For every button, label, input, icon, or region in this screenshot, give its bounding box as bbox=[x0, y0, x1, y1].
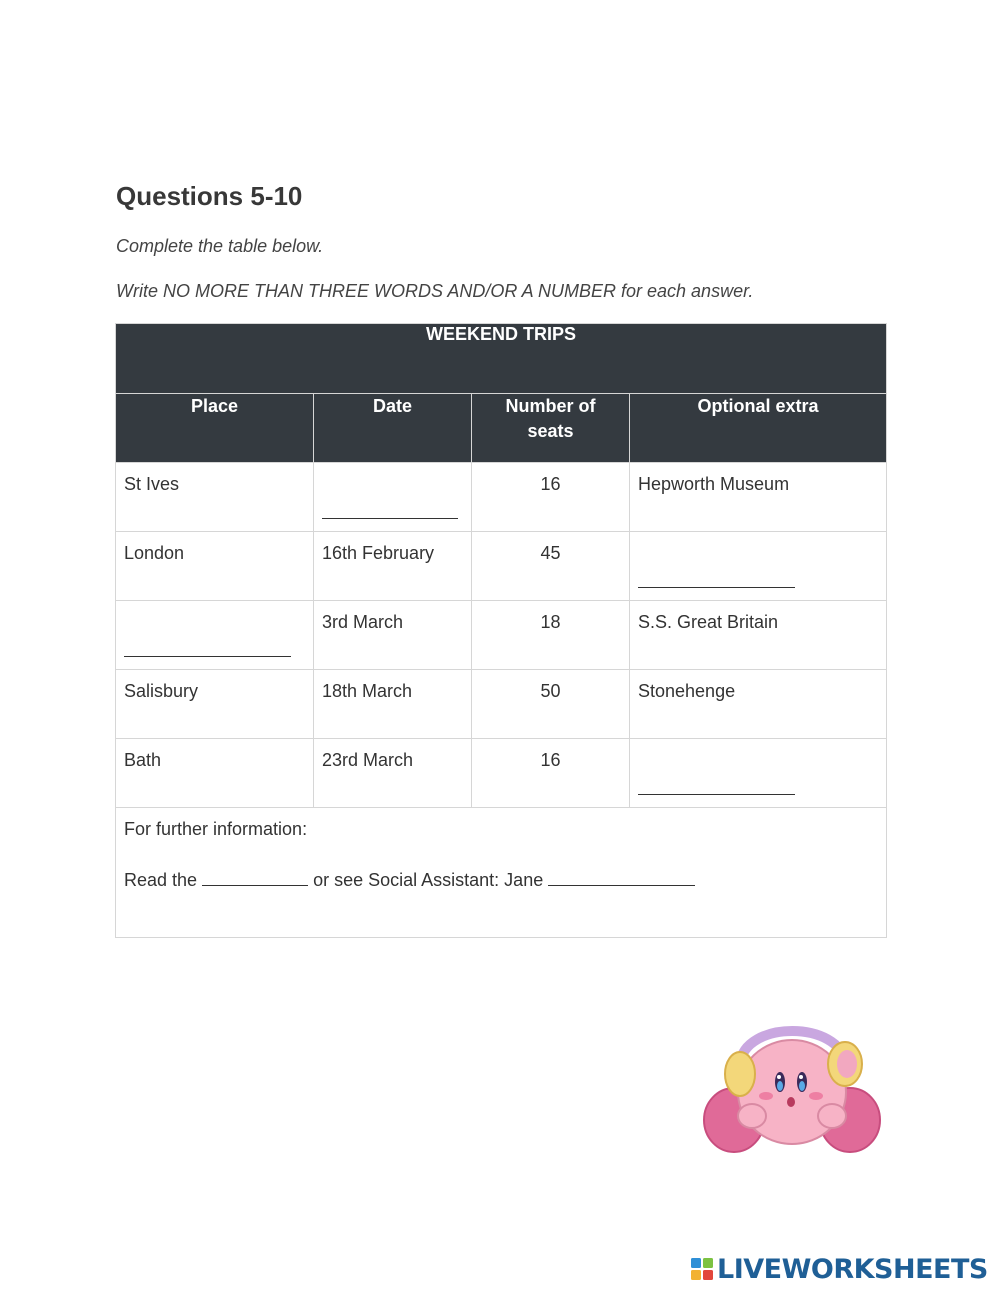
answer-blank-optional-extra[interactable] bbox=[638, 794, 795, 795]
cell-place: Bath bbox=[124, 750, 162, 770]
instruction-complete-table: Complete the table below. bbox=[116, 236, 324, 256]
answer-blank-date[interactable] bbox=[322, 518, 458, 519]
cell-seats: 50 bbox=[540, 681, 561, 701]
cell-optional-extra: Stonehenge bbox=[638, 681, 736, 701]
page-title: Questions 5-10 bbox=[116, 181, 303, 211]
answer-blank-place[interactable] bbox=[124, 656, 291, 657]
answer-blank-read[interactable] bbox=[202, 867, 308, 886]
answer-blank-optional-extra[interactable] bbox=[638, 587, 795, 588]
column-header-date: Date bbox=[314, 394, 472, 463]
cell-seats: 45 bbox=[540, 543, 561, 563]
cell-seats: 16 bbox=[540, 474, 561, 494]
answer-blank-surname[interactable] bbox=[548, 867, 695, 886]
instruction-word-limit: Write NO MORE THAN THREE WORDS AND/OR A NUMBER for each answer. bbox=[116, 281, 754, 301]
cell-optional-extra bbox=[630, 739, 886, 749]
further-information-sentence bbox=[116, 840, 886, 891]
read-the-text: Read the bbox=[124, 870, 198, 890]
cell-place: Salisbury bbox=[124, 681, 199, 701]
column-header-optional-extra: Optional extra bbox=[630, 394, 887, 463]
liveworksheets-logo-icon bbox=[691, 1258, 713, 1280]
table-row bbox=[116, 739, 887, 808]
cell-place: St Ives bbox=[124, 474, 180, 494]
kirby-headphones-mascot-icon bbox=[700, 1012, 884, 1160]
table-row bbox=[116, 532, 887, 601]
liveworksheets-wordmark: LIVEWORKSHEETS bbox=[717, 1253, 988, 1285]
table-title: WEEKEND TRIPS bbox=[116, 324, 887, 394]
cell-date: 23rd March bbox=[322, 750, 414, 770]
cell-optional-extra bbox=[630, 532, 886, 542]
further-information-cell bbox=[116, 808, 887, 938]
cell-optional-extra: Hepworth Museum bbox=[638, 474, 790, 494]
cell-place: London bbox=[124, 543, 185, 563]
liveworksheets-logo bbox=[691, 1252, 988, 1286]
cell-optional-extra: S.S. Great Britain bbox=[638, 612, 779, 632]
social-assistant-text: or see Social Assistant: Jane bbox=[313, 870, 544, 890]
cell-seats: 16 bbox=[540, 750, 561, 770]
column-header-place: Place bbox=[116, 394, 314, 463]
table-row bbox=[116, 463, 887, 532]
weekend-trips-table bbox=[115, 323, 887, 938]
cell-date: 3rd March bbox=[322, 612, 404, 632]
further-information-label: For further information: bbox=[124, 819, 308, 839]
cell-date: 16th February bbox=[322, 543, 435, 563]
cell-date: 18th March bbox=[322, 681, 413, 701]
table-row bbox=[116, 601, 887, 670]
cell-seats: 18 bbox=[540, 612, 561, 632]
table-row bbox=[116, 670, 887, 739]
column-header-seats: Number of seats bbox=[472, 394, 630, 463]
